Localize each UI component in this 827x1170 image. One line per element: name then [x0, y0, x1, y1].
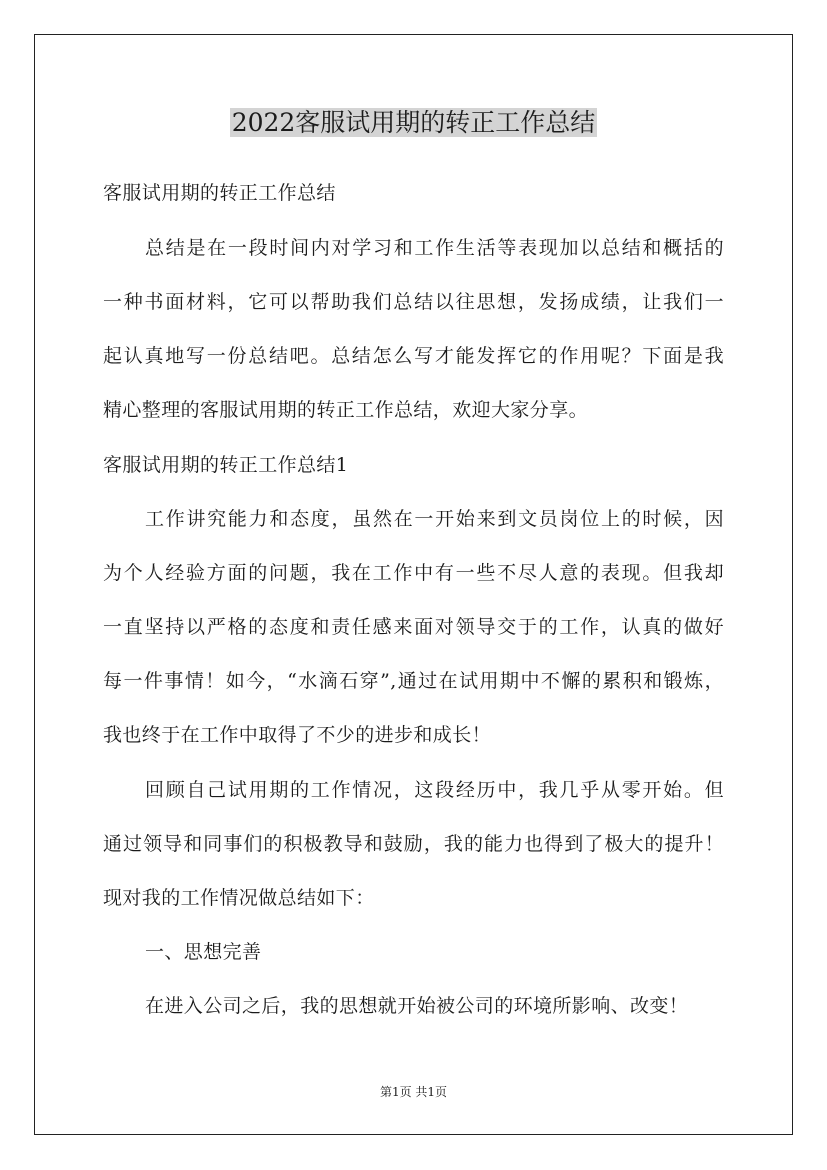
paragraph-line: 回顾自己试用期的工作情况，这段经历中，我几乎从零开始。但	[145, 779, 724, 801]
page-footer: 第1页 共1页	[379, 1085, 448, 1099]
paragraph-line: 现对我的工作情况做总结如下：	[103, 887, 375, 909]
paragraph-line: 一直坚持以严格的态度和责任感来面对领导交于的工作，认真的做好	[103, 616, 724, 638]
paragraph-line: 精心整理的客服试用期的转正工作总结，欢迎大家分享。	[103, 399, 589, 421]
paragraph-line: 起认真地写一份总结吧。总结怎么写才能发挥它的作用呢？下面是我	[103, 345, 724, 367]
title-text: 2022客服试用期的转正工作总结	[231, 108, 596, 137]
paragraph-line: 一种书面材料，它可以帮助我们总结以往思想，发扬成绩，让我们一	[103, 291, 724, 313]
paragraph-line: 为个人经验方面的问题，我在工作中有一些不尽人意的表现。但我却	[103, 562, 724, 584]
paragraph-line: 通过领导和同事们的积极教导和鼓励，我的能力也得到了极大的提升！	[103, 833, 724, 855]
paragraph-line: 我也终于在工作中取得了不少的进步和成长！	[103, 724, 492, 746]
paragraph-line: 工作讲究能力和态度，虽然在一开始来到文员岗位上的时候，因	[145, 508, 724, 530]
paragraph-line: 在进入公司之后，我的思想就开始被公司的环境所影响、改变！	[145, 995, 689, 1017]
paragraph-line: 每一件事情！如今，“水滴石穿”,通过在试用期中不懈的累积和锻炼，	[103, 670, 724, 692]
section-heading: 客服试用期的转正工作总结1	[103, 454, 349, 476]
document-title	[0, 101, 827, 145]
subsection-heading: 一、思想完善	[145, 941, 262, 963]
paragraph-line: 总结是在一段时间内对学习和工作生活等表现加以总结和概括的	[145, 237, 724, 259]
subtitle-line: 客服试用期的转正工作总结	[103, 182, 336, 204]
